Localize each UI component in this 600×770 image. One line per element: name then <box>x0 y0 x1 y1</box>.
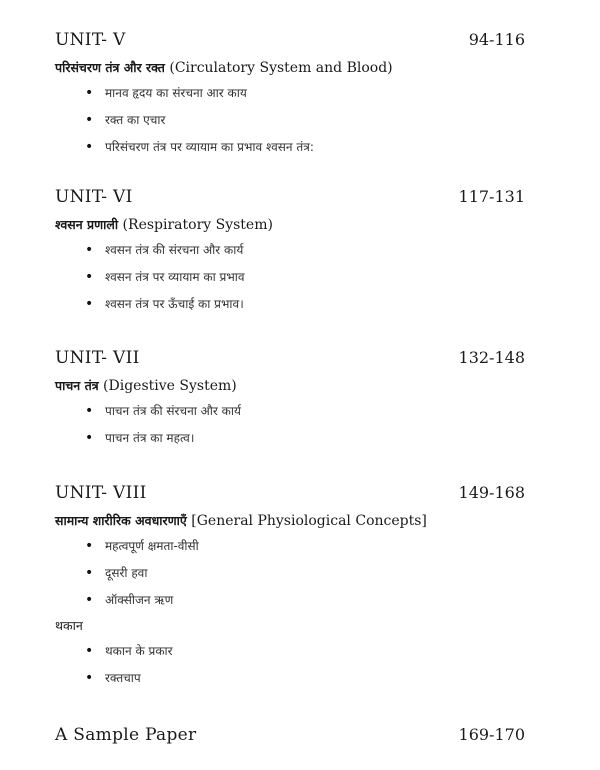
unit-title: UNIT- VII <box>55 348 140 368</box>
list-item: • दूसरी हवा <box>55 560 525 587</box>
bullet-icon: • <box>85 139 94 155</box>
topic-list <box>55 533 525 614</box>
list-item: • श्वसन तंत्र पर ऊँचाई का प्रभाव। <box>55 291 525 318</box>
subtitle-hindi: परिसंचरण तंत्र और रक्त <box>55 60 165 75</box>
bullet-icon: • <box>85 403 94 419</box>
unit-subtitle <box>55 213 525 237</box>
list-item: • मानव हृदय का संरचना आर काय <box>55 80 525 107</box>
sample-title: A Sample Paper <box>55 725 197 745</box>
unit-5-section <box>55 30 525 161</box>
topic-list <box>55 237 525 318</box>
unit-pages: 132-148 <box>458 348 525 367</box>
list-item: • श्वसन तंत्र की संरचना और कार्य <box>55 237 525 264</box>
fatigue-label: थकान <box>55 618 83 633</box>
unit-title: UNIT- V <box>55 30 126 50</box>
unit-subtitle <box>55 374 525 398</box>
unit-8-section <box>55 483 525 692</box>
unit-6-section <box>55 187 525 318</box>
unit-5-header <box>55 30 525 56</box>
list-item: • रक्त का एचार <box>55 107 525 134</box>
unit-6-header <box>55 187 525 213</box>
subtitle-english: (Respiratory System) <box>118 217 273 233</box>
unit-subtitle <box>55 509 525 533</box>
bullet-icon: • <box>85 242 94 258</box>
topic-list <box>55 638 525 692</box>
list-item: • पाचन तंत्र की संरचना और कार्य <box>55 398 525 425</box>
subtitle-english: [General Physiological Concepts] <box>186 513 427 529</box>
subtitle-hindi: सामान्य शारीरिक अवधारणाएँ <box>55 513 187 528</box>
list-item: • पाचन तंत्र का महत्व। <box>55 425 525 452</box>
bullet-icon: • <box>85 565 94 581</box>
unit-pages: 149-168 <box>458 483 525 502</box>
bullet-icon: • <box>85 85 94 101</box>
bullet-icon: • <box>85 670 94 686</box>
subtitle-hindi: पाचन तंत्र <box>55 378 99 393</box>
unit-8-header <box>55 483 525 509</box>
bullet-icon: • <box>85 296 94 312</box>
list-item: • रक्तचाप <box>55 665 525 692</box>
list-item: • थकान के प्रकार <box>55 638 525 665</box>
bullet-icon: • <box>85 269 94 285</box>
sample-paper-row <box>55 725 525 751</box>
bullet-icon: • <box>85 112 94 128</box>
unit-title: UNIT- VIII <box>55 483 147 503</box>
topic-list <box>55 80 525 161</box>
list-item: • श्वसन तंत्र पर व्यायाम का प्रभाव <box>55 264 525 291</box>
unit-7-section <box>55 348 525 452</box>
list-item: • ऑक्सीजन ऋण <box>55 587 525 614</box>
sample-pages: 169-170 <box>458 725 525 744</box>
unit-pages: 94-116 <box>468 30 525 49</box>
bullet-icon: • <box>85 430 94 446</box>
subtitle-english: (Digestive System) <box>98 378 237 394</box>
list-item: • महत्वपूर्ण क्षमता-वीसी <box>55 533 525 560</box>
unit-pages: 117-131 <box>458 187 525 206</box>
topic-list <box>55 398 525 452</box>
bullet-icon: • <box>85 592 94 608</box>
subtitle-english: (Circulatory System and Blood) <box>164 60 393 76</box>
bullet-icon: • <box>85 538 94 554</box>
unit-title: UNIT- VI <box>55 187 133 207</box>
bullet-icon: • <box>85 643 94 659</box>
unit-subtitle <box>55 56 525 80</box>
unit-7-header <box>55 348 525 374</box>
subtitle-hindi: श्वसन प्रणाली <box>55 217 119 232</box>
list-item: • परिसंचरण तंत्र पर व्यायाम का प्रभाव श्वसन तंत्र: <box>55 134 525 161</box>
